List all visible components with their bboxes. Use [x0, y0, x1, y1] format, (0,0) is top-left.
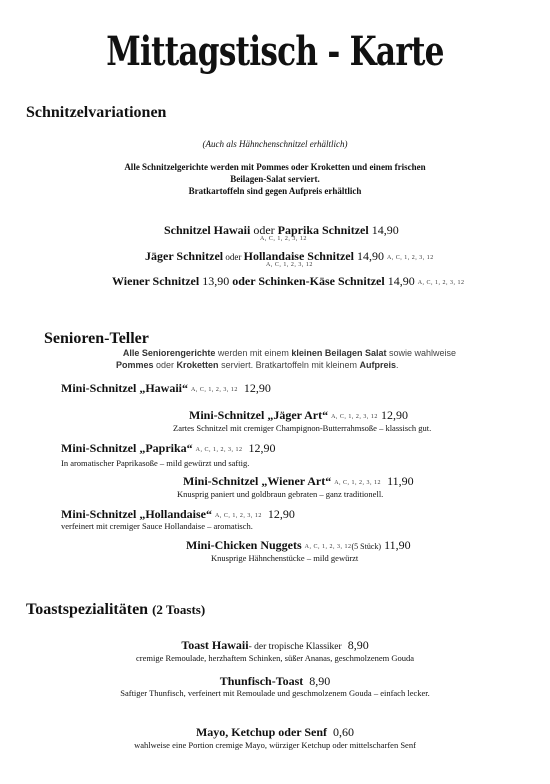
senioren-item-nuggets [186, 538, 411, 553]
senioren-item-paprika [61, 441, 276, 456]
item-name: Mini-Schnitzel „Wiener Art“ [183, 474, 332, 488]
item-description: Knusprige Hähnchenstücke – mild gewürzt [211, 553, 359, 563]
price: 14,90 [353, 249, 384, 263]
schnitzel-name: Schnitzel Hawaii [164, 223, 251, 237]
schnitzel-note: (Auch als Hähnchenschnitzel erhältlich) [202, 139, 348, 149]
info-text: serviert. Bratkartoffeln mit kleinem [218, 360, 360, 370]
info-bold: kleinen Beilagen Salat [291, 348, 387, 358]
allergen-codes: A, C, 1, 2, 3, 12 [266, 262, 313, 268]
portion-size: (5 Stück) [351, 542, 382, 551]
toast-item-sauces [0, 725, 550, 740]
price: 12,90 [267, 507, 295, 521]
allergen-codes: A, C, 1, 2, 3, 12 [260, 236, 307, 242]
price: 12,90 [380, 408, 408, 422]
item-name: Mini-Schnitzel „Jäger Art“ [189, 408, 329, 422]
schnitzel-info-line-1: Alle Schnitzelgerichte werden mit Pommes oder Kroketten und einem frischen [124, 162, 426, 172]
item-description: verfeinert mit cremiger Sauce Hollandaise – aromatisch. [61, 521, 253, 531]
senioren-item-hollandaise [61, 507, 295, 522]
schnitzel-name: Wiener Schnitzel [112, 274, 200, 288]
allergen-codes: A, C, 1, 2, 3, 12 [215, 513, 262, 519]
section-heading-toast [26, 601, 205, 619]
item-name: Mini-Schnitzel „Hollandaise“ [61, 507, 213, 521]
price: 12,90 [243, 381, 271, 395]
info-bold: Aufpreis [359, 360, 396, 370]
item-description: Zartes Schnitzel mit cremiger Champignon-Butterrahmsoße – klassisch gut. [173, 423, 432, 433]
item-name: Mayo, Ketchup oder Senf [195, 725, 328, 739]
section-heading-text: Toastspezialitäten [26, 601, 149, 618]
item-subtitle: - der tropische Klassiker [248, 642, 342, 652]
price: 11,90 [384, 538, 411, 552]
info-text: werden mit einem [215, 348, 292, 358]
senioren-info-line-2 [116, 360, 398, 370]
info-text: . [395, 360, 399, 370]
info-text: sowie wahlweise [386, 348, 456, 358]
section-heading-suffix: (2 Toasts) [152, 602, 206, 617]
info-bold: Pommes [116, 360, 154, 370]
schnitzel-info-line-2: Beilagen-Salat serviert. [230, 174, 320, 184]
schnitzel-name: Paprika Schnitzel [277, 223, 369, 237]
price: 12,90 [248, 441, 276, 455]
schnitzel-row-3 [112, 274, 465, 289]
info-bold: Alle Seniorengerichte [122, 348, 216, 358]
item-name: Mini-Chicken Nuggets [186, 538, 302, 552]
item-name: Toast Hawaii [181, 638, 249, 652]
toast-item-hawaii [0, 638, 550, 653]
schnitzel-name: Jäger Schnitzel [145, 249, 224, 263]
item-description: Saftiger Thunfisch, verfeinert mit Remoulade und geschmolzenem Gouda – einfach lecker. [120, 688, 430, 698]
toast-item-thunfisch [0, 674, 550, 689]
separator: oder [223, 252, 244, 262]
item-description: cremige Remoulade, herzhaftem Schinken, süßer Ananas, geschmolzenem Gouda [135, 653, 415, 663]
item-description: Knusprig paniert und goldbraun gebraten – ganz traditionell. [177, 489, 384, 499]
price: 14,90 [368, 223, 399, 237]
item-description: In aromatischer Paprikasoße – mild gewürzt und saftig. [61, 458, 250, 468]
price: 11,90 [387, 474, 414, 488]
senioren-item-hawaii [61, 381, 271, 396]
allergen-codes: A, C, 1, 2, 3, 12 [334, 480, 382, 486]
section-heading-senioren: Senioren-Teller [44, 330, 149, 347]
price: 0,60 [333, 725, 355, 739]
item-name: Mini-Schnitzel „Hawaii“ [61, 381, 188, 395]
allergen-codes: A, C, 1, 2, 3, 12 [191, 387, 238, 393]
allergen-codes: A, C, 1, 2, 3, 12 [331, 414, 378, 420]
allergen-codes: A, C, 1, 2, 3, 12 [386, 255, 434, 261]
separator: oder [232, 274, 259, 288]
allergen-codes: A, C, 1, 2, 3, 12 [304, 544, 352, 550]
senioren-item-wiener [183, 474, 414, 489]
schnitzel-name: Hollandaise Schnitzel [243, 249, 354, 263]
section-heading-schnitzel: Schnitzelvariationen [26, 104, 167, 121]
item-name: Thunfisch-Toast [219, 674, 304, 688]
page-title: Mittagstisch - Karte [106, 28, 444, 75]
info-text: oder [153, 360, 177, 370]
senioren-item-jaeger [189, 408, 408, 423]
item-name: Mini-Schnitzel „Paprika“ [61, 441, 193, 455]
schnitzel-name: Schinken-Käse Schnitzel [258, 274, 385, 288]
price: 8,90 [347, 638, 369, 652]
price: 13,90 [199, 274, 233, 288]
senioren-info-line-1 [0, 348, 550, 358]
allergen-codes: A, C, 1, 2, 3, 12 [417, 280, 465, 286]
item-description: wahlweise eine Portion cremige Mayo, würziger Ketchup oder mittelscharfen Senf [134, 740, 416, 750]
price: 8,90 [309, 674, 331, 688]
separator: oder [250, 223, 278, 237]
info-bold: Kroketten [176, 360, 219, 370]
price: 14,90 [384, 274, 415, 288]
allergen-codes: A, C, 1, 2, 3, 12 [195, 447, 243, 453]
schnitzel-info-line-3: Bratkartoffeln sind gegen Aufpreis erhältlich [188, 186, 362, 196]
